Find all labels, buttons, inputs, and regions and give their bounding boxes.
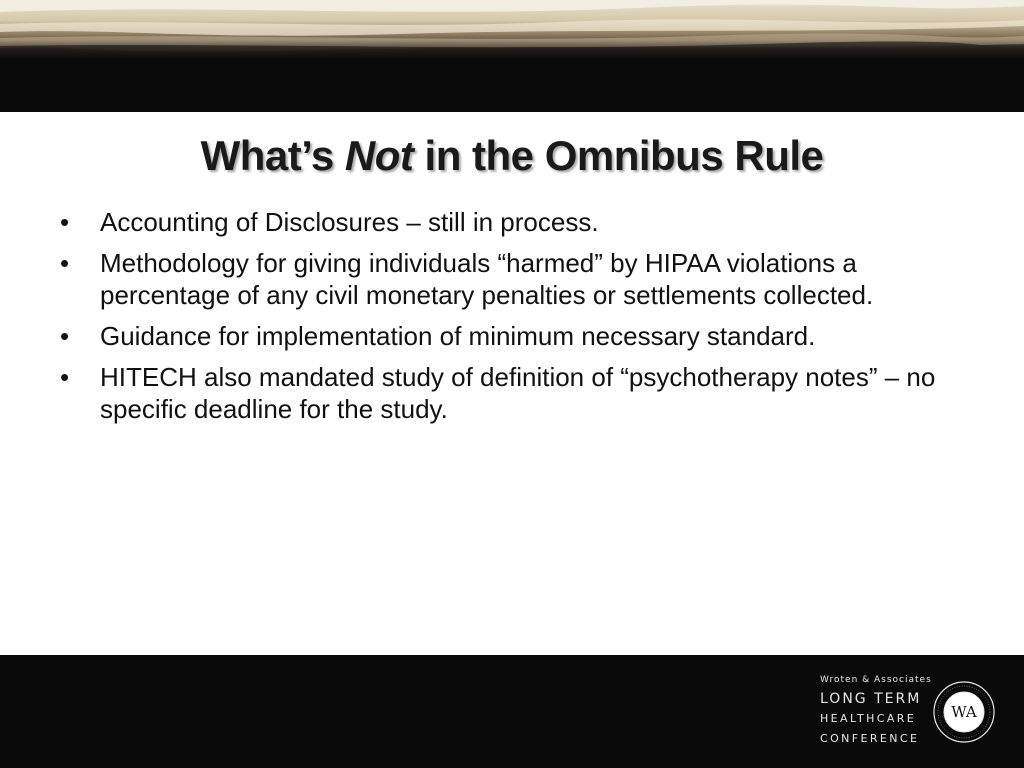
bullet-item [58,361,968,425]
bullet-text: HITECH also mandated study of definition of “psychotherapy notes” – no specific deadline for the study. [100,362,936,424]
title-part2: in the Omnibus Rule [413,132,824,179]
title-emphasis: Not [344,132,414,179]
bullet-item [58,247,968,311]
bullet-symbol: • [60,248,70,278]
logo-line-conference: CONFERENCE [820,732,920,745]
header-banner-image [0,0,1024,112]
bullet-symbol: • [60,207,70,237]
bullet-list [58,206,968,434]
bullet-text: Guidance for implementation of minimum necessary standard. [100,321,816,351]
logo-line-long-term: LONG TERM [820,691,922,707]
logo-company: Wroten & Associates [820,675,932,685]
bullet-text: Accounting of Disclosures – still in process. [100,207,599,237]
title-part1: What’s [200,132,345,179]
logo-line-healthcare: HEALTHCARE [820,712,917,725]
slide-title [0,128,1024,184]
conference-logo-text [820,673,932,749]
bullet-symbol: • [60,362,70,392]
conference-seal-icon [932,680,996,744]
bullet-text: Methodology for giving individuals “harmed” by HIPAA violations a percentage of any civil monetary penalties or settlements collected. [100,248,874,310]
bullet-symbol: • [60,321,70,351]
bullet-item [58,320,968,352]
bullet-item [58,206,968,238]
seal-monogram: WA [951,703,977,721]
